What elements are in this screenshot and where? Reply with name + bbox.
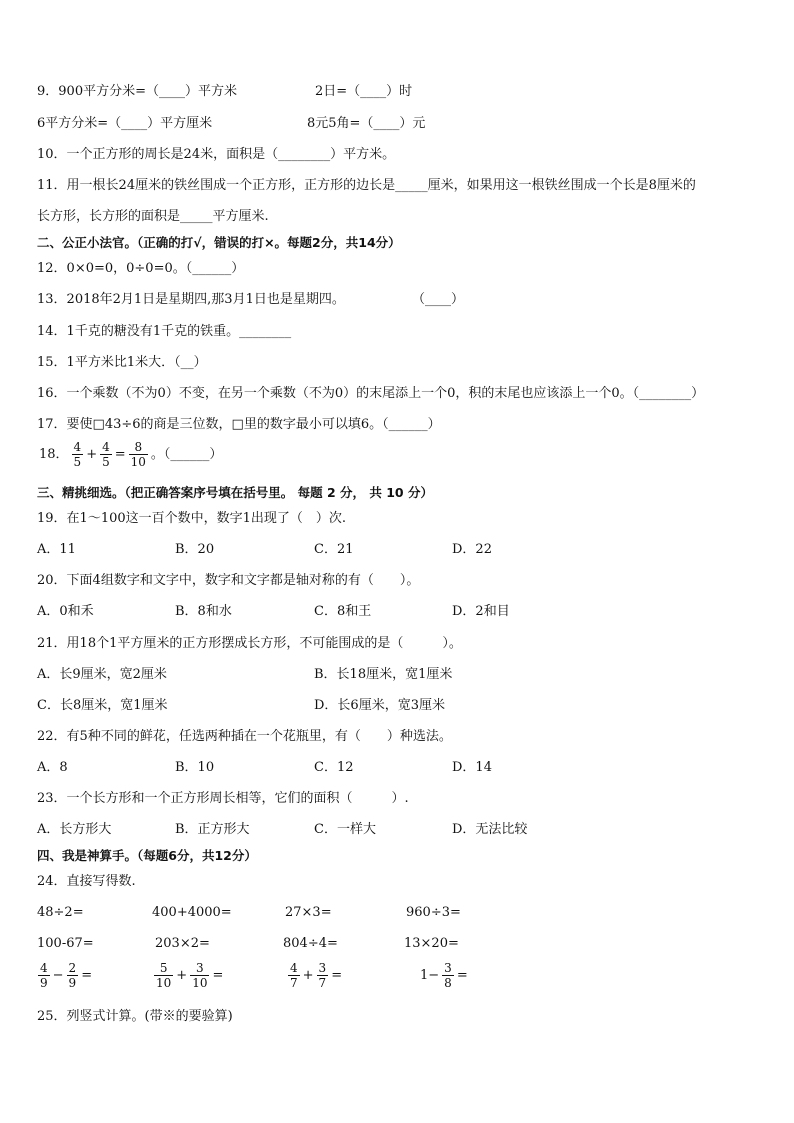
question-19-option-c: C．21: [314, 542, 354, 557]
question-13-blank: （____）: [412, 292, 465, 307]
calc-item: 27×3=: [285, 905, 332, 920]
question-18-number: 18．: [39, 447, 69, 462]
question-21-option-b: B．长18厘米，宽1厘米: [314, 667, 453, 682]
calc-item: 48÷2=: [37, 905, 84, 920]
question-23-option-b: B．正方形大: [175, 822, 250, 837]
question-15: 15．1平方米比1米大．（__）: [37, 355, 207, 370]
question-16: 16．一个乘数（不为0）不变，在另一个乘数（不为0）的末尾添上一个0，积的末尾也应该添上一个0。（________）: [37, 386, 705, 401]
calc-item: 960÷3=: [406, 905, 461, 920]
calc-item: 203×2=: [155, 936, 210, 951]
question-20-option-a: A．0和禾: [37, 604, 94, 619]
question-23-option-c: C．一样大: [314, 822, 376, 837]
question-21-stem: 21．用18个1平方厘米的正方形摆成长方形，不可能围成的是（ ）。: [37, 636, 462, 651]
section-4-heading: 四、我是神算手。（每题6分，共12分）: [37, 848, 257, 863]
section-2-heading: 二、公正小法官。（正确的打√，错误的打×。每题2分，共14分）: [37, 235, 401, 250]
question-23-stem: 23．一个长方形和一个正方形周长相等，它们的面积（ ）.: [37, 791, 409, 806]
question-9-part-c: 6平方分米=（____）平方厘米: [37, 116, 213, 131]
calc-item: 100-67=: [37, 936, 94, 951]
question-22-option-c: C．12: [314, 760, 354, 775]
calc-fraction-item: $\frac{4}{9}$ − $\frac{2}{9}$ =: [40, 961, 93, 990]
question-14: 14．1千克的糖没有1千克的铁重。________: [37, 324, 292, 339]
question-19-option-b: B．20: [175, 542, 215, 557]
section-3-heading: 三、精挑细选。（把正确答案序号填在括号里。 每题 2 分， 共 10 分）: [37, 485, 433, 500]
question-20-stem: 20．下面4组数字和文字中，数字和文字都是轴对称的有（ ）。: [37, 573, 420, 588]
question-24-stem: 24．直接写得数.: [37, 874, 136, 889]
calc-fraction-item: $\frac{4}{7}$ + $\frac{3}{7}$ =: [290, 961, 343, 990]
calc-fraction-item: 1− $\frac{3}{8}$ =: [420, 961, 468, 990]
question-10: 10．一个正方形的周长是24米，面积是（________）平方米。: [37, 147, 396, 162]
question-19-option-a: A．11: [37, 542, 76, 557]
question-9-part-b: 2日=（____）时: [315, 84, 413, 99]
question-20-option-c: C．8和王: [314, 604, 372, 619]
question-18: 18． $\frac{4}{5}$ + $\frac{4}{5}$ = $\frac{8}{10}$ 。（______）: [39, 440, 223, 469]
question-11-line2: 长方形，长方形的面积是_____平方厘米.: [37, 209, 269, 224]
question-25: 25．列竖式计算。(带※的要验算): [37, 1009, 233, 1024]
question-22-option-a: A．8: [37, 760, 68, 775]
question-19-stem: 19．在1～100这一百个数中，数字1出现了（ ）次.: [37, 511, 347, 526]
question-9-part-a: 9．900平方分米=（____）平方米: [37, 84, 237, 99]
question-9-part-d: 8元5角=（____）元: [307, 116, 426, 131]
question-13: 13．2018年2月1日是星期四,那3月1日也是星期四。: [37, 292, 345, 307]
calc-item: 804÷4=: [283, 936, 338, 951]
calc-fraction-item: $\frac{5}{10}$ + $\frac{3}{10}$ =: [156, 961, 224, 990]
question-11-line1: 11．用一根长24厘米的铁丝围成一个正方形，正方形的边长是_____厘米，如果用这一根铁丝围成一个长是8厘米的: [37, 178, 696, 193]
calc-item: 13×20=: [404, 936, 459, 951]
fraction: $\frac{8}{10}$: [130, 440, 146, 469]
question-12: 12．0×0=0，0÷0=0。（______）: [37, 261, 245, 276]
question-19-option-d: D．22: [452, 542, 492, 557]
fraction: $\frac{4}{5}$: [73, 440, 82, 469]
question-22-option-d: D．14: [452, 760, 492, 775]
question-23-option-d: D．无法比较: [452, 822, 528, 837]
question-23-option-a: A．长方形大: [37, 822, 112, 837]
question-21-option-d: D．长6厘米，宽3厘米: [314, 698, 445, 713]
question-20-option-b: B．8和水: [175, 604, 232, 619]
question-20-option-d: D．2和目: [452, 604, 510, 619]
question-22-option-b: B．10: [175, 760, 215, 775]
question-21-option-a: A．长9厘米，宽2厘米: [37, 667, 167, 682]
question-21-option-c: C．长8厘米，宽1厘米: [37, 698, 168, 713]
question-22-stem: 22．有5种不同的鲜花，任选两种插在一个花瓶里，有（ ）种选法。: [37, 729, 452, 744]
fraction: $\frac{4}{5}$: [102, 440, 110, 469]
calc-item: 400+4000=: [152, 905, 232, 920]
question-17: 17．要使□43÷6的商是三位数，□里的数字最小可以填6。（______）: [37, 417, 441, 432]
